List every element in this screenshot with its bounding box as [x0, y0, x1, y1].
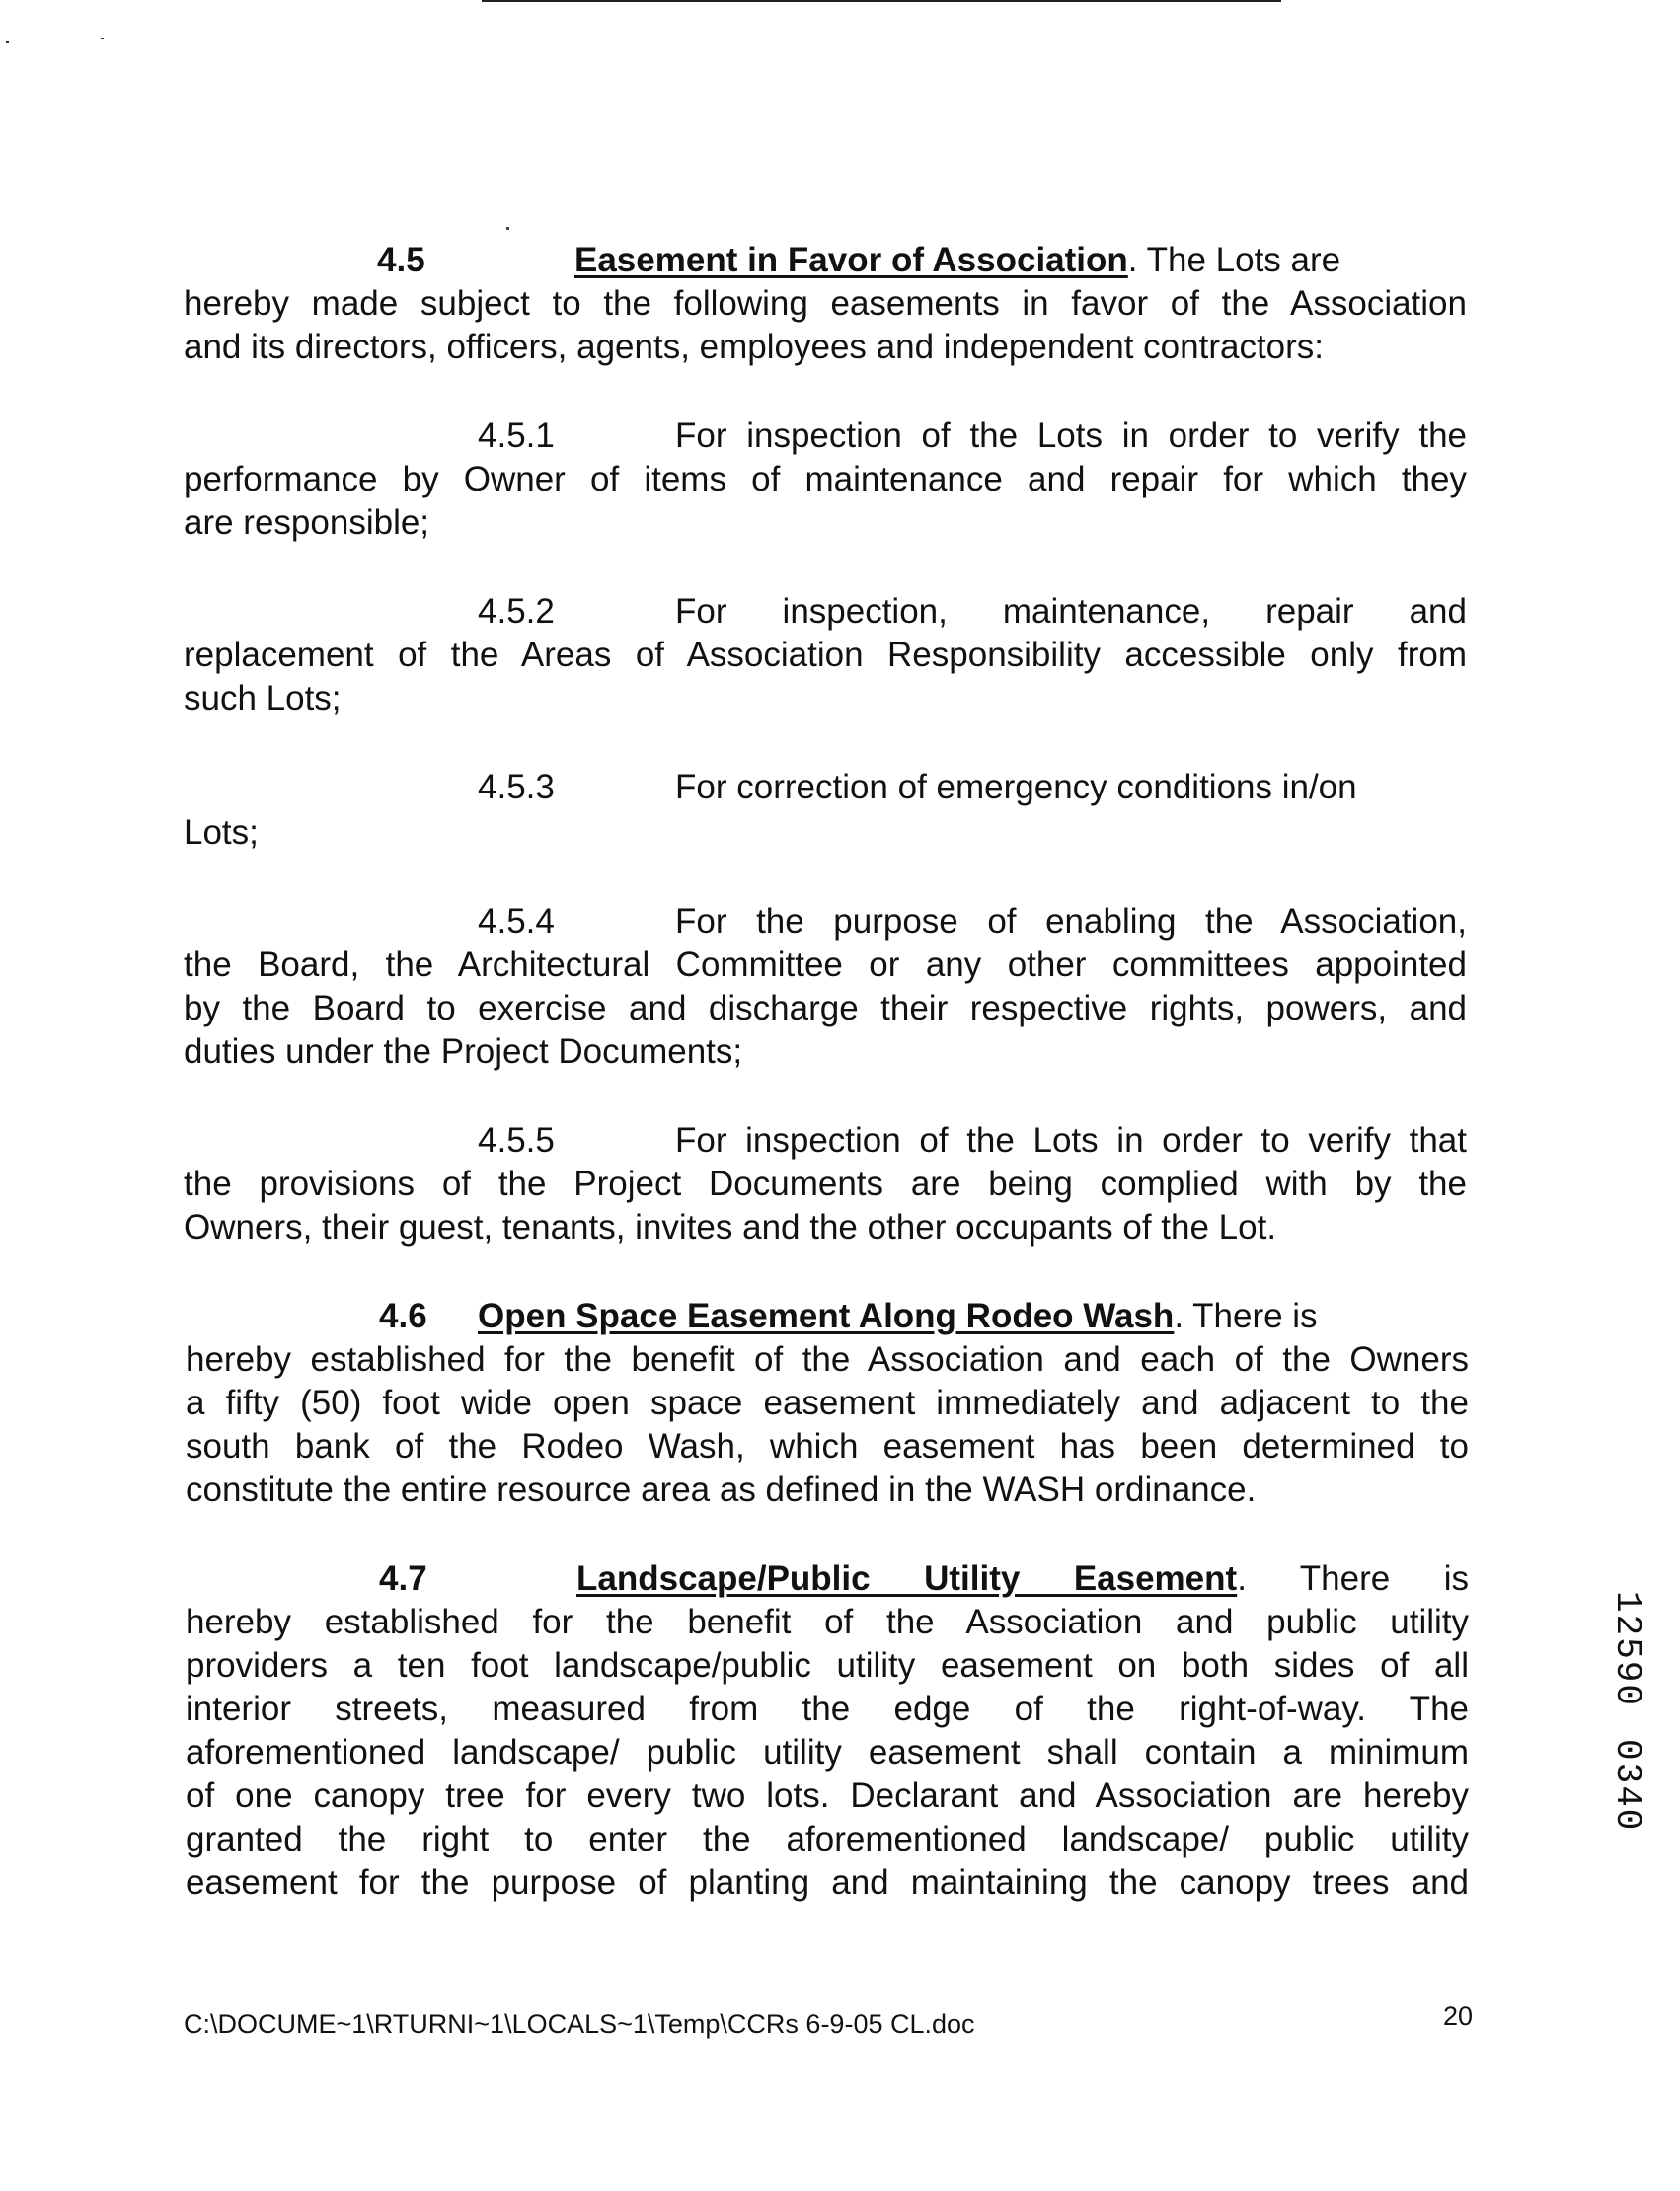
subsection-number: 4.5.1 — [478, 416, 555, 455]
section-heading: Landscape/Public Utility Easement — [576, 1559, 1238, 1598]
subsection-4-5-5 — [184, 1119, 1467, 1249]
text-line: hereby made subject to the following easements in favor of the Association — [184, 284, 1467, 323]
section-4-7 — [186, 1557, 1469, 1905]
text-line: such Lots; — [184, 679, 342, 718]
text-line: For the purpose of enabling the Association, — [675, 902, 1467, 941]
text-line: easement for the purpose of planting and maintaining the canopy trees and — [186, 1863, 1469, 1902]
recording-stamp — [1597, 1591, 1656, 1907]
subsection-number: 4.5.2 — [478, 592, 555, 631]
text-line: . The Lots are — [1127, 241, 1341, 279]
section-4-5 — [184, 239, 1467, 369]
text-line: interior streets, measured from the edge of the right-of-way. The — [186, 1690, 1469, 1728]
text-line: performance by Owner of items of maintenance and repair for which they — [184, 460, 1467, 498]
section-number: 4.6 — [379, 1297, 427, 1335]
text-line: are responsible; — [184, 503, 430, 542]
section-4-5-first-line — [184, 239, 1467, 282]
text-line: of one canopy tree for every two lots. Declarant and Association are hereby — [186, 1776, 1469, 1815]
subsection-4-5-4 — [184, 900, 1467, 1074]
text-line: hereby established for the benefit of the Association and public utility — [186, 1603, 1469, 1641]
scan-speck — [506, 227, 509, 230]
text-line: granted the right to enter the aforementioned landscape/ public utility — [186, 1820, 1469, 1858]
stamp-line-1: 12590 — [1607, 1591, 1647, 1708]
subsection-number: 4.5.3 — [478, 768, 555, 806]
text-line: by the Board to exercise and discharge their respective rights, powers, and — [184, 989, 1467, 1027]
section-number: 4.5 — [377, 241, 425, 279]
text-line: a fifty (50) foot wide open space easement immediately and adjacent to the — [186, 1384, 1469, 1422]
text-line: . There is — [1174, 1297, 1318, 1335]
subsection-number: 4.5.5 — [478, 1121, 555, 1160]
subsection-4-5-2 — [184, 590, 1467, 720]
subsection-number: 4.5.4 — [478, 902, 555, 941]
text-line: For correction of emergency conditions in/on — [675, 768, 1357, 806]
text-line: replacement of the Areas of Association Responsibility accessible only from — [184, 636, 1467, 674]
text-line: the Board, the Architectural Committee or any other committees appointed — [184, 945, 1467, 984]
text-line: . There is — [1237, 1559, 1469, 1598]
section-heading: Easement in Favor of Association — [574, 241, 1128, 279]
top-rule — [482, 0, 1281, 2]
subsection-4-5-3 — [184, 766, 1467, 855]
text-line: providers a ten foot landscape/public utility easement on both sides of all — [186, 1646, 1469, 1685]
subsection-4-5-1 — [184, 415, 1467, 545]
text-line: For inspection of the Lots in order to verify the — [675, 416, 1467, 455]
section-4-6 — [186, 1295, 1469, 1512]
file-path: C:\DOCUME~1\RTURNI~1\LOCALS~1\Temp\CCRs 6-9-05 CL.doc — [184, 2009, 975, 2039]
page-number: 20 — [1442, 2002, 1473, 2031]
text-line: Owners, their guest, tenants, invites and the other occupants of the Lot. — [184, 1208, 1277, 1247]
text-line: duties under the Project Documents; — [184, 1032, 743, 1071]
text-line: For inspection, maintenance, repair and — [675, 592, 1467, 631]
scan-specks — [6, 38, 124, 47]
text-line: south bank of the Rodeo Wash, which easement has been determined to — [186, 1427, 1469, 1466]
text-line: the provisions of the Project Documents are being complied with by the — [184, 1165, 1467, 1203]
text-line: Lots; — [184, 813, 259, 852]
text-line: aforementioned landscape/ public utility easement shall contain a minimum — [186, 1733, 1469, 1772]
text-line: hereby established for the benefit of the Association and each of the Owners — [186, 1340, 1469, 1379]
stamp-line-2: 0340 — [1607, 1739, 1647, 1833]
text-line: constitute the entire resource area as defined in the WASH ordinance. — [186, 1471, 1257, 1509]
section-heading: Open Space Easement Along Rodeo Wash — [478, 1297, 1175, 1335]
text-line: For inspection of the Lots in order to verify that — [675, 1121, 1467, 1160]
section-number: 4.7 — [379, 1559, 427, 1598]
text-line: and its directors, officers, agents, employees and independent contractors: — [184, 328, 1325, 366]
